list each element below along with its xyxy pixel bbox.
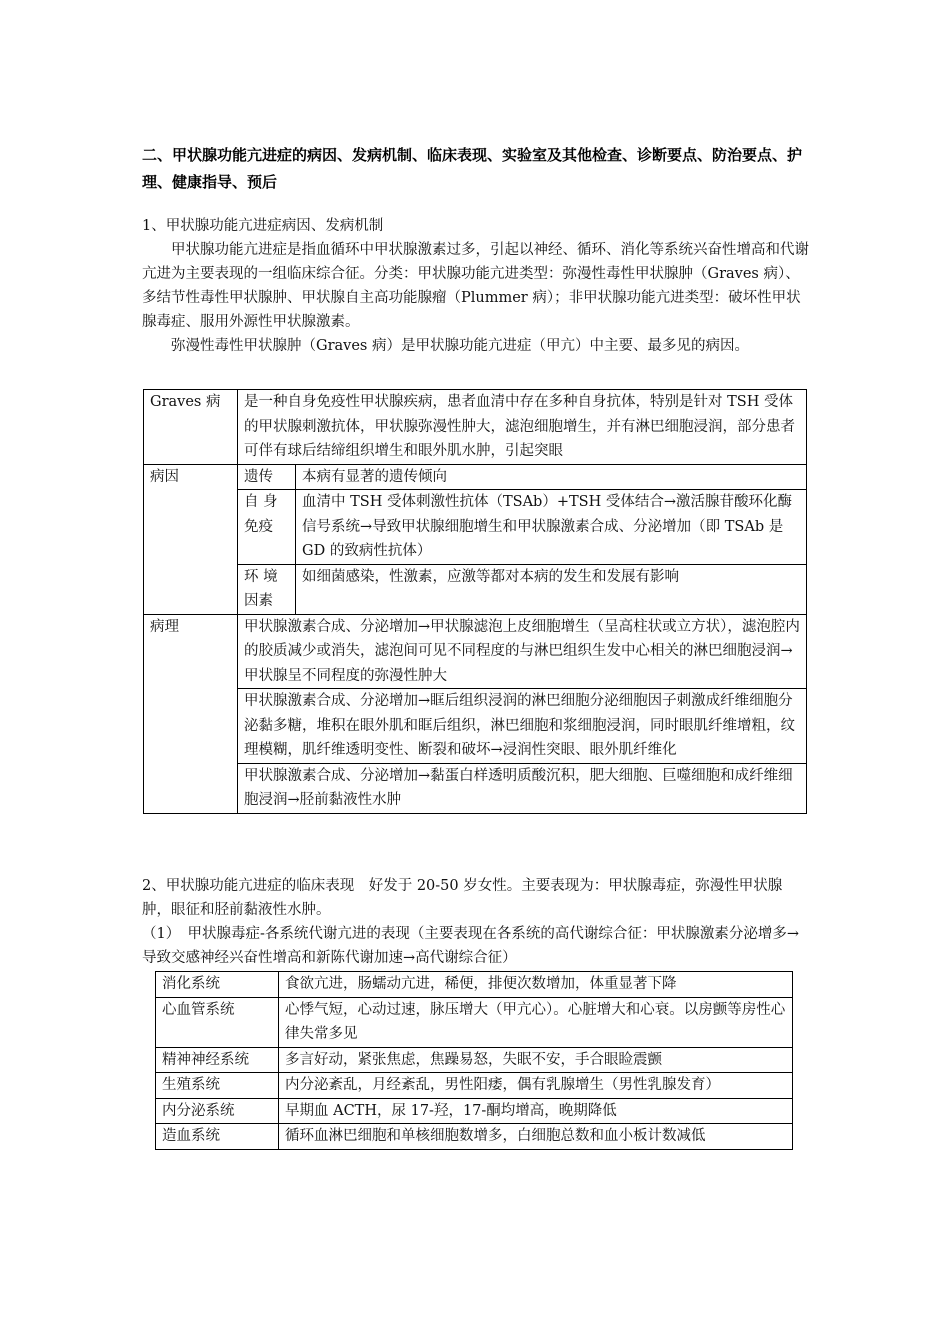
- row-label-etiology: 病因: [144, 464, 238, 614]
- document-heading: 二、甲状腺功能亢进症的病因、发病机制、临床表现、实验室及其他检查、诊断要点、防治要点、护理、健康指导、预后: [142, 146, 803, 191]
- pathology-text: 甲状腺激素合成、分泌增加→甲状腺滤泡上皮细胞增生（呈高柱状或立方状），滤泡腔内的胶质减少或消失，滤泡间可见不同程度的与淋巴组织生发中心相关的淋巴细胞浸润→甲状腺呈不同程度的弥漫性肿大: [238, 614, 807, 689]
- table-row: [144, 464, 807, 490]
- etiology-sub-label: 环 境 因素: [238, 564, 296, 614]
- system-manifestation: 多言好动，紧张焦虑，焦躁易怒，失眠不安，手合眼睑震颤: [279, 1047, 793, 1073]
- table-row: [144, 390, 807, 465]
- table-row: [144, 490, 807, 565]
- table-row: [144, 564, 807, 614]
- pathology-text: 甲状腺激素合成、分泌增加→黏蛋白样透明质酸沉积，肥大细胞、巨噬细胞和成纤维细胞浸润→胫前黏液性水肿: [238, 763, 807, 813]
- system-name: 内分泌系统: [156, 1098, 279, 1124]
- table-row: [144, 763, 807, 813]
- system-name: 生殖系统: [156, 1073, 279, 1099]
- section2-paragraph: 2、甲状腺功能亢进症的临床表现 好发于 20-50 岁女性。主要表现为：甲状腺毒症，弥漫性甲状腺肿，眼征和胫前黏液性水肿。: [142, 878, 783, 918]
- row-label-pathology: 病理: [144, 614, 238, 813]
- system-name: 精神神经系统: [156, 1047, 279, 1073]
- system-manifestation: 食欲亢进，肠蠕动亢进，稀便，排便次数增加，体重显著下降: [279, 972, 793, 998]
- system-name: 心血管系统: [156, 997, 279, 1047]
- section1-paragraph-1: 甲状腺功能亢进症是指血循环中甲状腺激素过多，引起以神经、循环、消化等系统兴奋性增高和代谢亢进为主要表现的一组临床综合征。分类：甲状腺功能亢进类型：弥漫性毒性甲状腺肿（Graves 病）、多结节性毒性甲状腺肿、甲状腺自主高功能腺瘤（Plummer 病）；非甲状腺功能亢进类型：破坏性甲状腺毒症、服用外源性甲状腺激素。: [142, 242, 809, 330]
- table-row: [156, 1124, 793, 1150]
- system-manifestation: 内分泌紊乱，月经紊乱，男性阳痿，偶有乳腺增生（男性乳腺发育）: [279, 1073, 793, 1099]
- etiology-text: 如细菌感染，性激素，应激等都对本病的发生和发展有影响: [296, 564, 807, 614]
- table-row: [156, 997, 793, 1047]
- system-name: 消化系统: [156, 972, 279, 998]
- row-label-graves: Graves 病: [144, 390, 238, 465]
- pathology-text: 甲状腺激素合成、分泌增加→眶后组织浸润的淋巴细胞分泌细胞因子刺激成纤维细胞分泌黏多糖，堆积在眼外肌和眶后组织，淋巴细胞和浆细胞浸润，同时眼肌纤维增粗，纹理模糊，肌纤维透明变性、断裂和破坏→浸润性突眼、眼外肌纤维化: [238, 689, 807, 764]
- system-name: 造血系统: [156, 1124, 279, 1150]
- graves-description: 是一种自身免疫性甲状腺疾病，患者血清中存在多种自身抗体，特别是针对 TSH 受体的甲状腺刺激抗体，甲状腺弥漫性肿大，滤泡细胞增生，并有淋巴细胞浸润，部分患者可伴有球后结缔组织增生和眼外肌水肿，引起突眼: [238, 390, 807, 465]
- section1-paragraph-2: 弥漫性毒性甲状腺肿（Graves 病）是甲状腺功能亢进症（甲亢）中主要、最多见的病因。: [171, 338, 749, 354]
- section2: [142, 874, 810, 970]
- system-manifestation: 循环血淋巴细胞和单核细胞数增多，白细胞总数和血小板计数减低: [279, 1124, 793, 1150]
- table-row: [156, 972, 793, 998]
- section1-title: 1、甲状腺功能亢进症病因、发病机制: [142, 218, 384, 234]
- table-row: [144, 689, 807, 764]
- table-row: [156, 1098, 793, 1124]
- etiology-text: 本病有显著的遗传倾向: [296, 464, 807, 490]
- hypermetabolism-table: [155, 971, 793, 1150]
- etiology-sub-label: 遗传: [238, 464, 296, 490]
- table-row: [144, 614, 807, 689]
- system-manifestation: 早期血 ACTH，尿 17-羟，17-酮均增高，晚期降低: [279, 1098, 793, 1124]
- etiology-text: 血清中 TSH 受体刺激性抗体（TSAb）+TSH 受体结合→激活腺苷酸环化酶信号系统→导致甲状腺细胞增生和甲状腺激素合成、分泌增加（即 TSAb 是 GD 的致病性抗体）: [296, 490, 807, 565]
- system-manifestation: 心悸气短，心动过速，脉压增大（甲亢心）。心脏增大和心衰。以房颤等房性心律失常多见: [279, 997, 793, 1047]
- table-row: [156, 1047, 793, 1073]
- etiology-pathology-table: [143, 389, 807, 814]
- section2-sub1: （1） 甲状腺毒症-各系统代谢亢进的表现（主要表现在各系统的高代谢综合征：甲状腺激素分泌增多→导致交感神经兴奋性增高和新陈代谢加速→高代谢综合征）: [142, 926, 800, 966]
- section1: [142, 214, 810, 358]
- etiology-sub-label: 自 身 免疫: [238, 490, 296, 565]
- table-row: [156, 1073, 793, 1099]
